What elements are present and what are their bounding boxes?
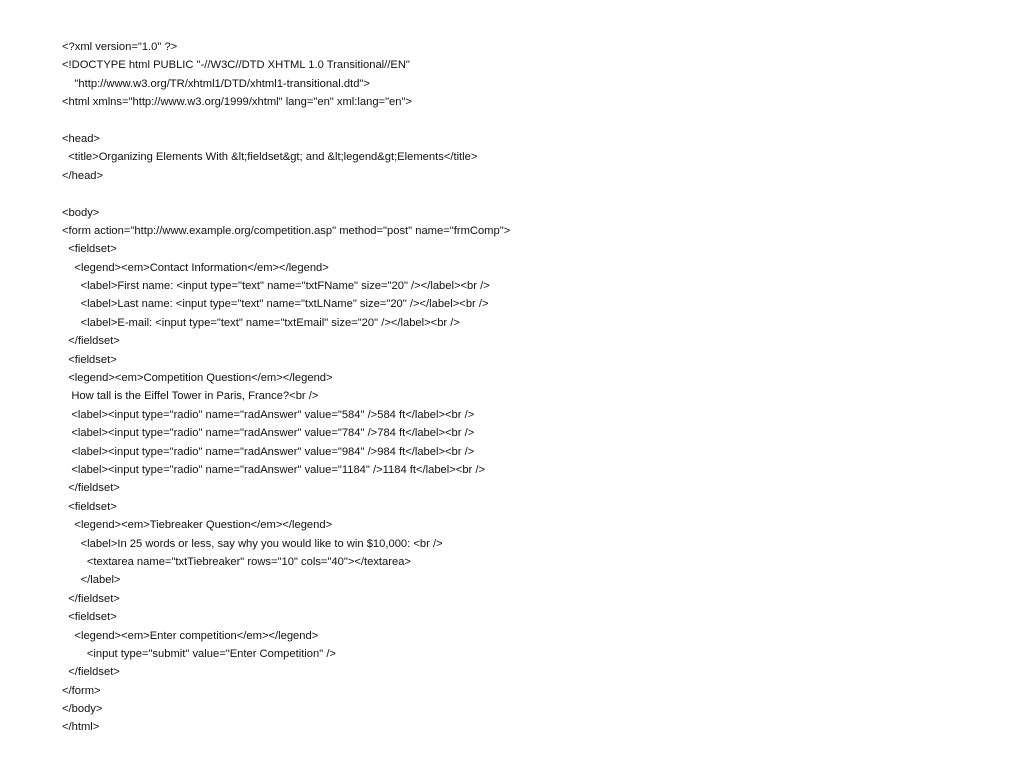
code-line: <input type="submit" value="Enter Competition" /> <box>62 647 336 660</box>
code-line: <label>In 25 words or less, say why you would like to win $10,000: <br /> <box>62 537 443 550</box>
code-line: <label><input type="radio" name="radAnswer" value="584" />584 ft</label><br /> <box>62 408 475 421</box>
code-line: <head> <box>62 132 100 145</box>
code-line: <fieldset> <box>62 500 117 513</box>
code-line: <label>Last name: <input type="text" name="txtLName" size="20" /></label><br /> <box>62 298 489 311</box>
code-line: <title>Organizing Elements With &lt;fieldset&gt; and &lt;legend&gt;Elements</title> <box>62 151 478 164</box>
code-line: <?xml version="1.0" ?> <box>62 41 178 53</box>
code-line: <label><input type="radio" name="radAnswer" value="984" />984 ft</label><br /> <box>62 445 475 458</box>
code-line: "http://www.w3.org/TR/xhtml1/DTD/xhtml1-transitional.dtd"> <box>62 77 370 90</box>
code-line: <label>E-mail: <input type="text" name="txtEmail" size="20" /></label><br /> <box>62 316 460 329</box>
code-line: </html> <box>62 721 100 734</box>
code-line: <label><input type="radio" name="radAnswer" value="784" />784 ft</label><br /> <box>62 427 475 440</box>
code-line: <fieldset> <box>62 243 117 256</box>
code-line: <legend><em>Competition Question</em></legend> <box>62 372 333 385</box>
code-line: </fieldset> <box>62 592 120 605</box>
code-line: </head> <box>62 169 104 182</box>
code-line: </fieldset> <box>62 666 120 679</box>
code-line: <fieldset> <box>62 353 117 366</box>
code-line: </form> <box>62 684 101 697</box>
code-line: <body> <box>62 206 100 219</box>
code-line: <form action="http://www.example.org/competition.asp" method="post" name="frmComp"> <box>62 224 511 237</box>
code-line: How tall is the Eiffel Tower in Paris, France?<br /> <box>62 390 319 403</box>
code-line: </body> <box>62 703 103 716</box>
code-line-blank <box>62 112 1002 130</box>
code-line: <legend><em>Enter competition</em></legend> <box>62 629 319 642</box>
code-line: <html xmlns="http://www.w3.org/1999/xhtml" lang="en" xml:lang="en"> <box>62 96 412 109</box>
code-line: <fieldset> <box>62 611 117 624</box>
code-line: <textarea name="txtTiebreaker" rows="10" cols="40"></textarea> <box>62 555 411 568</box>
code-line: <label><input type="radio" name="radAnswer" value="1184" />1184 ft</label><br /> <box>62 463 486 476</box>
code-listing <box>62 38 1002 737</box>
code-line: </label> <box>62 574 121 587</box>
code-line: <!DOCTYPE html PUBLIC "-//W3C//DTD XHTML 1.0 Transitional//EN" <box>62 59 410 72</box>
code-line: <label>First name: <input type="text" name="txtFName" size="20" /></label><br /> <box>62 280 490 293</box>
code-line: <legend><em>Tiebreaker Question</em></legend> <box>62 519 333 532</box>
code-line: </fieldset> <box>62 335 120 348</box>
code-line: </fieldset> <box>62 482 120 495</box>
code-line-blank <box>62 185 1002 203</box>
code-line: <legend><em>Contact Information</em></legend> <box>62 261 329 274</box>
